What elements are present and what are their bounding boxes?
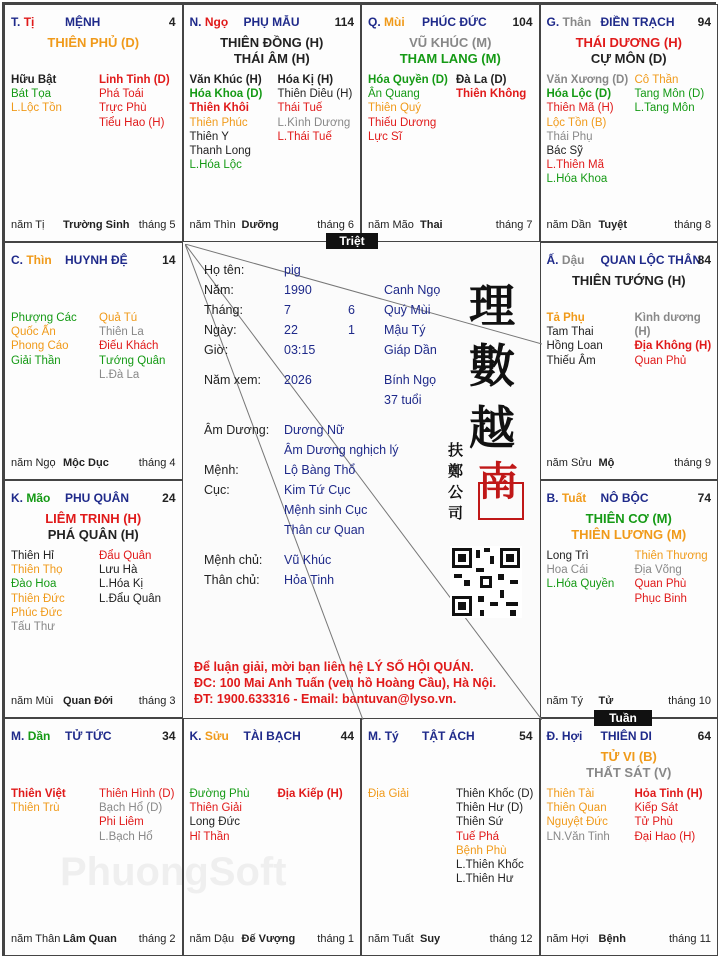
right-star-list [635, 549, 708, 606]
palace-footer [547, 695, 714, 709]
star-item: L.Lộc Tồn [11, 102, 62, 115]
year-label: năm Ngọ [11, 457, 56, 469]
star-item: L.Thái Tuế [277, 130, 332, 143]
palace-name: TẬT ÁCH [422, 729, 475, 743]
star-item: Linh Tinh (D) [99, 74, 170, 86]
menhchu-value: Vũ Khúc [284, 553, 332, 567]
branch-label: N. Ngọ [189, 15, 229, 29]
month-label: tháng 12 [489, 933, 533, 945]
star-item: Cô Thần [634, 74, 679, 86]
palace-number: 14 [162, 253, 176, 267]
palace-footer [11, 219, 178, 233]
star-item: Hỏa Tinh (H) [634, 788, 703, 800]
left-star-list [547, 73, 629, 187]
star-item: Đại Hao (H) [634, 830, 696, 843]
star-item: Lộc Tồn (B) [546, 116, 607, 129]
palace-header [368, 729, 535, 745]
star-item: Quan Phù [634, 578, 687, 591]
palace-name: NÔ BỘC [600, 491, 649, 505]
life-stage: Suy [420, 933, 441, 945]
main-star: TỬ VI (B) [600, 749, 657, 764]
palace-cell-hoi[interactable] [540, 718, 719, 956]
palace-header [11, 729, 178, 745]
main-star: THIÊN PHỦ (D) [47, 35, 140, 50]
star-item: Long Đức [189, 816, 241, 829]
right-star-list [278, 73, 353, 144]
palace-footer [368, 933, 535, 947]
life-stage: Bệnh [598, 933, 626, 945]
star-item: L.Thiên Mã [546, 159, 605, 172]
left-star-list [190, 73, 263, 172]
branch-label: M. Tý [368, 729, 399, 743]
contact-address: ĐC: 100 Mai Anh Tuấn (ven hồ Hoàng Cầu), Hà Nội. [194, 676, 497, 690]
palace-number: 4 [168, 15, 176, 29]
year-label: năm Tuất [368, 933, 414, 945]
life-stage: Tuyệt [598, 219, 628, 231]
star-item: Quả Tú [99, 312, 138, 324]
day-can-chi: Mậu Tý [384, 323, 426, 337]
star-item: Văn Xương (D) [546, 74, 629, 86]
year-label: năm Sửu [546, 457, 592, 469]
star-item: Bác Sỹ [546, 145, 583, 158]
view-year-can-chi: Bính Ngọ [384, 373, 437, 387]
hour-can-chi: Giáp Dần [384, 343, 437, 357]
watermark: PhuongSoft [60, 850, 287, 894]
star-item: Thanh Long [189, 145, 251, 158]
palace-number: 24 [162, 491, 176, 505]
right-star-list [635, 73, 705, 116]
palace-number: 114 [334, 15, 354, 29]
star-item: Phong Cáo [11, 340, 69, 353]
star-item: Lực Sĩ [368, 130, 402, 143]
month-label: tháng 5 [138, 219, 176, 231]
year-label: năm Tý [546, 695, 583, 707]
star-item: L.Hóa Kị [99, 578, 144, 591]
star-item: Thái Phụ [546, 130, 593, 143]
branch-label: M. Dần [11, 729, 51, 743]
star-item: Thiên Quan [546, 802, 607, 815]
month-label: tháng 10 [668, 695, 711, 707]
star-item: Lưu Hà [99, 564, 138, 577]
star-item: Tướng Quân [99, 354, 166, 367]
menh-value: Lộ Bàng Thổ [284, 463, 356, 477]
star-item: Quan Phủ [634, 354, 687, 367]
month-label: tháng 6 [317, 219, 354, 231]
month-can-chi: Quý Mùi [384, 303, 431, 317]
star-item: Thiếu Âm [546, 354, 596, 367]
hour-value: 03:15 [284, 343, 316, 357]
star-item: L.Thiên Khốc [456, 859, 524, 872]
star-item: Giải Thần [11, 354, 61, 367]
left-star-list [547, 787, 610, 844]
name-label: Họ tên: [204, 263, 245, 277]
star-item: Long Trì [546, 550, 589, 562]
star-item: Hồng Loan [546, 340, 603, 353]
triet-badge: Triệt [326, 233, 378, 249]
star-item: Tử Phù [634, 816, 673, 829]
palace-cell-dau[interactable] [540, 242, 719, 480]
palace-name: PHỤ MẪU [243, 15, 300, 29]
palace-cell-thin[interactable] [4, 242, 183, 480]
right-star-list [99, 311, 165, 382]
star-item: Thiên Y [189, 130, 229, 143]
day-lunar: 1 [348, 323, 355, 337]
star-item: Thiên La [99, 326, 144, 339]
contact-line-1: Để luận giải, mời bạn liên hệ LÝ SỐ HỘI QUÁN. [194, 660, 474, 674]
palace-number: 34 [162, 729, 176, 743]
year-label: năm Hợi [546, 933, 589, 945]
year-label: năm Thân [11, 933, 61, 945]
main-star: VŨ KHÚC (M) [409, 35, 492, 50]
palace-footer [547, 219, 714, 233]
calligraphy-char-2: 數 [469, 339, 515, 393]
star-item: Bệnh Phù [456, 844, 507, 857]
month-label: tháng 7 [495, 219, 533, 231]
month-label: tháng 9 [674, 457, 711, 469]
year-can-chi: Canh Ngọ [384, 283, 441, 297]
star-item: Tam Thai [546, 326, 594, 339]
star-item: Thiếu Dương [368, 116, 437, 129]
year-value: 1990 [284, 283, 312, 297]
month-value: 7 [284, 303, 291, 317]
palace-header [368, 15, 535, 31]
year-label: năm Dậu [189, 933, 235, 945]
main-star: THẤT SÁT (V) [586, 765, 672, 780]
palace-cell-than[interactable] [540, 4, 719, 242]
age-value: 37 tuổi [384, 393, 422, 407]
star-item: Hóa Quyền (D) [368, 74, 448, 86]
main-star: PHÁ QUÂN (H) [47, 527, 139, 542]
star-item: Thiên Hỉ [11, 550, 54, 562]
star-item: Tang Môn (D) [634, 88, 705, 101]
left-star-list [368, 787, 409, 801]
star-item: Phượng Các [11, 312, 77, 324]
star-item: Trực Phù [99, 102, 147, 115]
star-item: Nguyệt Đức [546, 816, 608, 829]
star-item: Ân Quang [368, 88, 420, 101]
cuc-value: Kim Tứ Cục [284, 483, 351, 497]
star-item: Đà La (D) [456, 74, 507, 86]
palace-header [190, 729, 357, 745]
palace-number: 54 [519, 729, 533, 743]
palace-cell-mao[interactable] [4, 480, 183, 718]
menhchu-label: Mệnh chủ: [204, 553, 263, 567]
star-item: Hóa Khoa (D) [189, 88, 263, 101]
palace-number: 74 [697, 491, 711, 505]
palace-cell-tuat[interactable] [540, 480, 719, 718]
palace-name: ĐIỀN TRẠCH [600, 15, 675, 29]
palace-footer [11, 933, 178, 947]
month-label: tháng 1 [317, 933, 354, 945]
qr-code-icon[interactable] [450, 546, 522, 618]
month-label: tháng 4 [138, 457, 176, 469]
palace-name: MỆNH [65, 15, 101, 29]
palace-number: 44 [340, 729, 354, 743]
palace-number: 94 [697, 15, 711, 29]
main-star: THÁI DƯƠNG (H) [575, 35, 682, 50]
star-item: L.Thiên Hư [456, 873, 514, 886]
star-item: Tiểu Hao (H) [99, 116, 165, 129]
palace-header [547, 491, 714, 507]
star-item: Thiên Mã (H) [546, 102, 614, 115]
branch-label: B. Tuất [546, 491, 587, 505]
life-stage: Mộ [598, 457, 615, 469]
branch-label: C. Thìn [11, 253, 52, 267]
palace-number: 84 [697, 253, 711, 267]
year-label: năm Tị [11, 219, 45, 231]
star-item: Hóa Kị (H) [277, 74, 334, 86]
palace-header [190, 15, 357, 31]
star-item: L.Đẩu Quân [99, 592, 162, 605]
star-item: L.Bạch Hổ [99, 830, 153, 843]
star-item: Đẩu Quân [99, 550, 152, 562]
star-item: Thiên Quý [368, 102, 422, 115]
star-item: Đào Hoa [11, 578, 57, 591]
palace-footer [368, 219, 535, 233]
month-label: tháng 11 [668, 933, 711, 945]
star-item: Phục Binh [634, 592, 687, 605]
palace-footer [11, 695, 178, 709]
main-star: CỰ MÔN (D) [590, 51, 667, 66]
day-value: 22 [284, 323, 298, 337]
star-item: Bát Tọa [11, 88, 52, 101]
cuc-label: Cục: [204, 483, 230, 497]
palace-header [547, 253, 714, 269]
thanchu-value: Hỏa Tinh [284, 573, 335, 587]
main-star: THIÊN ĐỒNG (H) [220, 35, 324, 50]
right-star-list [635, 787, 703, 844]
palace-number: 104 [512, 15, 533, 29]
star-item: Tuế Phá [456, 830, 500, 843]
star-item: Hóa Lộc (D) [546, 88, 612, 101]
year-label: năm Thìn [189, 219, 236, 231]
left-star-list [11, 787, 66, 815]
palace-cell-suu[interactable] [183, 718, 362, 956]
right-star-list [99, 549, 161, 606]
palace-footer [190, 219, 357, 233]
palace-name: PHU QUÂN [65, 491, 130, 505]
star-item: Kiếp Sát [634, 802, 678, 815]
palace-name: TÀI BẠCH [243, 729, 301, 743]
main-star: THÁI ÂM (H) [233, 51, 310, 66]
palace-number: 64 [697, 729, 711, 743]
star-item: Tấu Thư [11, 621, 55, 634]
left-star-list [11, 549, 65, 634]
life-stage: Lâm Quan [63, 933, 117, 945]
month-label: tháng 2 [138, 933, 176, 945]
palace-header [547, 15, 714, 31]
right-star-list [99, 787, 174, 844]
year-label: năm Dần [546, 219, 592, 231]
star-item: L.Hóa Khoa [546, 173, 608, 186]
palace-header [547, 729, 714, 745]
star-item: Thiên Không [456, 88, 527, 101]
star-item: Thiên Thọ [11, 564, 63, 577]
life-stage: Tử [598, 695, 614, 707]
right-star-list [278, 787, 343, 801]
palace-header [11, 253, 178, 269]
horoscope-chart [2, 2, 716, 956]
main-star: THIÊN CƠ (M) [585, 511, 672, 526]
star-item: Thiên Hư (D) [456, 802, 524, 815]
star-item: Văn Khúc (H) [189, 74, 262, 86]
left-star-list [547, 311, 603, 368]
palace-cell-ti[interactable] [4, 4, 183, 242]
main-star: LIÊM TRINH (H) [45, 511, 142, 526]
branch-label: Ấ. Dậu [546, 253, 585, 267]
star-item: LN.Văn Tinh [546, 830, 610, 843]
thanchu-label: Thân chủ: [204, 573, 260, 587]
star-item: Phi Liêm [99, 816, 144, 829]
star-item: Địa Võng [634, 564, 682, 577]
palace-name: HUYNH ĐỆ [65, 253, 128, 267]
cuc-relation: Mệnh sinh Cục [284, 503, 368, 517]
branch-label: Đ. Hợi [546, 729, 583, 743]
star-item: Thái Tuế [277, 102, 323, 115]
life-stage: Trường Sinh [63, 219, 130, 231]
hour-label: Giờ: [204, 343, 229, 357]
calligraphy-char-4: 南 [478, 458, 518, 505]
life-stage: Đế Vượng [241, 933, 296, 945]
star-item: L.Hóa Lộc [189, 159, 242, 172]
branch-label: K. Mão [11, 491, 51, 505]
palace-header [11, 15, 178, 31]
tuan-badge: Tuần [594, 710, 652, 726]
star-item: Thiên Diêu (H) [277, 88, 353, 101]
star-item: Phá Toái [99, 88, 144, 101]
main-star: THIÊN TƯỚNG (H) [571, 273, 686, 288]
palace-cell-mui[interactable] [361, 4, 540, 242]
star-item: Quốc Ấn [11, 326, 56, 339]
branch-label: Q. Mùi [368, 15, 405, 29]
view-year-label: Năm xem: [204, 373, 261, 387]
palace-footer [190, 933, 357, 947]
palace-cell-ty[interactable] [361, 718, 540, 956]
main-star: THIÊN LƯƠNG (M) [571, 527, 687, 542]
star-item: L.Kình Dương [277, 116, 351, 129]
right-star-list [456, 73, 526, 101]
main-star: THAM LANG (M) [399, 51, 501, 66]
star-item: Thiên Tài [546, 788, 595, 800]
name-value: pig [284, 263, 301, 277]
year-label: năm Mùi [11, 695, 54, 707]
star-item: Thiên Khôi [189, 102, 249, 115]
amduong-value: Dương Nữ [284, 423, 345, 437]
palace-cell-dan[interactable] [4, 718, 183, 956]
star-item: Thiên Việt [11, 788, 66, 800]
star-item: Thiên Giải [189, 802, 242, 815]
branch-label: K. Sửu [189, 729, 229, 743]
star-item: Địa Không (H) [634, 340, 712, 353]
month-lunar: 6 [348, 303, 355, 317]
month-label: tháng 3 [138, 695, 176, 707]
star-item: Địa Kiếp (H) [277, 788, 343, 800]
life-stage: Mộc Dục [63, 457, 109, 469]
left-star-list [11, 73, 62, 116]
right-star-list [635, 311, 718, 368]
year-label: Năm: [204, 283, 234, 297]
branch-label: T. Tị [11, 15, 35, 29]
palace-footer [547, 457, 714, 471]
star-item: Điếu Khách [99, 340, 159, 353]
day-label: Ngày: [204, 323, 237, 337]
menh-label: Mệnh: [204, 463, 239, 477]
month-label: Tháng: [204, 303, 243, 317]
palace-header [11, 491, 178, 507]
amduong-relation: Âm Dương nghịch lý [284, 443, 399, 457]
left-star-list [368, 73, 448, 144]
contact-phone-email: ĐT: 1900.633316 - Email: bantuvan@lyso.vn. [194, 692, 457, 706]
palace-footer [547, 933, 714, 947]
life-stage: Dưỡng [241, 219, 279, 231]
year-label: năm Mão [368, 219, 414, 231]
star-item: Thiên Trù [11, 802, 60, 815]
left-star-list [11, 311, 77, 368]
star-item: Thiên Hình (D) [99, 788, 175, 800]
star-item: Hoa Cái [546, 564, 589, 577]
star-item: L.Tang Môn [634, 102, 695, 115]
palace-name: QUAN LỘC THÂN [600, 253, 702, 267]
star-item: Đường Phù [189, 788, 250, 800]
star-item: Bạch Hổ (D) [99, 802, 163, 815]
calligraphy-char-1: 理 [469, 279, 515, 333]
star-item: Thiên Khốc (D) [456, 788, 534, 800]
star-item: Hữu Bật [11, 74, 57, 86]
red-seal-stamp [478, 482, 524, 520]
palace-footer [11, 457, 178, 471]
life-stage: Quan Đới [63, 695, 113, 707]
star-item: Địa Giải [368, 788, 409, 800]
right-star-list [99, 73, 170, 130]
palace-cell-ngo[interactable] [183, 4, 362, 242]
amduong-label: Âm Dương: [204, 423, 270, 437]
palace-name: PHÚC ĐỨC [422, 15, 487, 29]
star-item: Thiên Sứ [456, 816, 504, 829]
palace-name: THIÊN DI [600, 729, 652, 743]
star-item: Hỉ Thần [189, 830, 230, 843]
star-item: L.Đà La [99, 368, 140, 381]
star-item: Thiên Thương [634, 550, 708, 562]
small-seal-text: 扶 鄭 公 司 [448, 441, 464, 522]
palace-name: TỬ TỨC [65, 729, 112, 743]
calligraphy-char-3: 越 [469, 401, 515, 455]
month-label: tháng 8 [674, 219, 711, 231]
view-year-value: 2026 [284, 373, 312, 387]
than-cu: Thân cư Quan [284, 523, 365, 537]
star-item: Tả Phụ [546, 312, 585, 324]
star-item: Kình dương (H) [634, 312, 701, 339]
star-item: Thiên Đức [11, 592, 65, 605]
star-item: Phúc Đức [11, 606, 63, 619]
left-star-list [547, 549, 615, 592]
right-star-list [456, 787, 533, 886]
life-stage: Thai [420, 219, 443, 231]
left-star-list [190, 787, 250, 844]
star-item: L.Hóa Quyền [546, 578, 615, 591]
star-item: Thiên Phúc [189, 116, 248, 129]
branch-label: G. Thân [546, 15, 592, 29]
